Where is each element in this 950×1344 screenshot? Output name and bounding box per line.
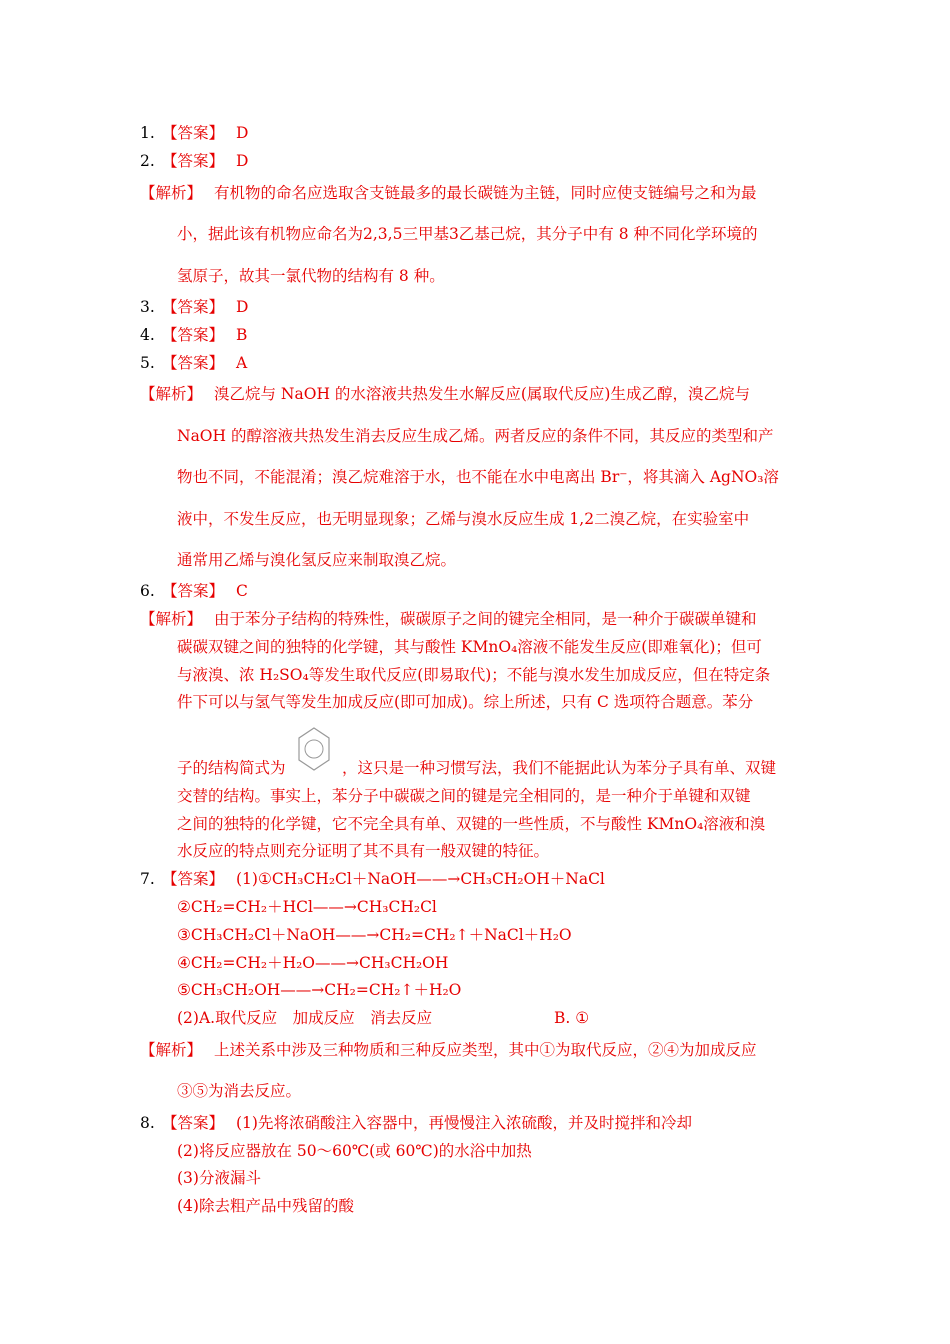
analysis-line: 有机物的命名应选取含支链最多的最长碳链为主链，同时应使支链编号之和为最 [214,184,757,202]
analysis-line: 子的结构简式为 [177,759,286,777]
answer-line: ③CH₃CH₂Cl＋NaOH——→CH₂=CH₂↑＋NaCl＋H₂O [177,926,572,944]
analysis-line: ③⑤为消去反应。 [177,1082,302,1100]
analysis-line: 氢原子，故其一氯代物的结构有 8 种。 [177,267,445,285]
analysis-line: 件下可以与氢气等发生加成反应(即可加成)。综上所述，只有 C 选项符合题意。苯分 [177,693,754,711]
answer-tag: 【答案】 [162,152,225,170]
analysis-line: 与液溴、浓 H₂SO₄等发生取代反应(即易取代)；不能与溴水发生加成反应，但在特定条 [177,666,771,684]
analysis-line: 水反应的特点则充分证明了其不具有一般双键的特征。 [177,842,550,860]
answer-text: A [236,354,248,372]
item-number: 6. [140,582,155,600]
analysis-tag: 【解析】 [140,1041,203,1059]
answer-tag: 【答案】 [162,124,225,142]
answer-text: D [236,152,249,170]
answer-line: (2)A.取代反应 加成反应 消去反应 [177,1009,433,1027]
analysis-line: 物也不同，不能混淆；溴乙烷难溶于水，也不能在水中电离出 Br⁻，将其滴入 AgNO₃溶 [177,468,779,486]
analysis-line: 碳碳双键之间的独特的化学键，其与酸性 KMnO₄溶液不能发生反应(即难氧化)；但可 [177,638,762,656]
answer-tag: 【答案】 [162,870,225,888]
analysis-line: 之间的独特的化学键，它不完全具有单、双键的一些性质，不与酸性 KMnO₄溶液和溴 [177,815,766,833]
answer-line: (4)除去粗产品中残留的酸 [177,1197,354,1215]
analysis-tag: 【解析】 [140,184,203,202]
answer-line: (1)①CH₃CH₂Cl＋NaOH——→CH₃CH₂OH＋NaCl [236,870,605,888]
answer-line: ④CH₂=CH₂＋H₂O——→CH₃CH₂OH [177,954,449,972]
answer-tag: 【答案】 [162,1114,225,1132]
analysis-tag: 【解析】 [140,610,203,628]
analysis-line: 液中，不发生反应，也无明显现象；乙烯与溴水反应生成 1,2二溴乙烷，在实验室中 [177,510,750,528]
answer-line: B. ① [554,1009,590,1027]
answer-line: (3)分液漏斗 [177,1169,261,1187]
analysis-tag: 【解析】 [140,385,203,403]
item-number: 1. [140,124,155,142]
answer-line: (2)将反应器放在 50～60℃(或 60℃)的水浴中加热 [177,1142,532,1160]
analysis-line: NaOH 的醇溶液共热发生消去反应生成乙烯。两者反应的条件不同，其反应的类型和产 [177,427,774,445]
answer-text: C [236,582,248,600]
answer-text: D [236,298,249,316]
answer-line: ②CH₂=CH₂＋HCl——→CH₃CH₂Cl [177,898,437,916]
analysis-line: 上述关系中涉及三种物质和三种反应类型，其中①为取代反应，②④为加成反应 [214,1041,757,1059]
analysis-line: 交替的结构。事实上，苯分子中碳碳之间的键是完全相同的，是一种介于单键和双键 [177,787,751,805]
answer-line: ⑤CH₃CH₂OH——→CH₂=CH₂↑＋H₂O [177,981,462,999]
item-number: 5. [140,354,155,372]
item-number: 8. [140,1114,155,1132]
item-number: 4. [140,326,155,344]
answer-tag: 【答案】 [162,326,225,344]
analysis-line: ，这只是一种习惯写法，我们不能据此认为苯分子具有单、双键 [342,759,777,777]
answer-line: (1)先将浓硝酸注入容器中，再慢慢注入浓硫酸，并及时搅拌和冷却 [236,1114,692,1132]
analysis-line: 通常用乙烯与溴化氢反应来制取溴乙烷。 [177,551,457,569]
answer-tag: 【答案】 [162,582,225,600]
analysis-line: 溴乙烷与 NaOH 的水溶液共热发生水解反应(属取代反应)生成乙醇，溴乙烷与 [214,385,750,403]
benzene-structure-icon [296,725,332,773]
item-number: 3. [140,298,155,316]
analysis-line: 小，据此该有机物应命名为2,3,5三甲基3乙基己烷，其分子中有 8 种不同化学环境的 [177,225,758,243]
answer-tag: 【答案】 [162,354,225,372]
answer-tag: 【答案】 [162,298,225,316]
item-number: 2. [140,152,155,170]
analysis-line: 由于苯分子结构的特殊性，碳碳原子之间的键完全相同，是一种介于碳碳单键和 [214,610,757,628]
answer-text: B [236,326,248,344]
answer-text: D [236,124,249,142]
item-number: 7. [140,870,155,888]
